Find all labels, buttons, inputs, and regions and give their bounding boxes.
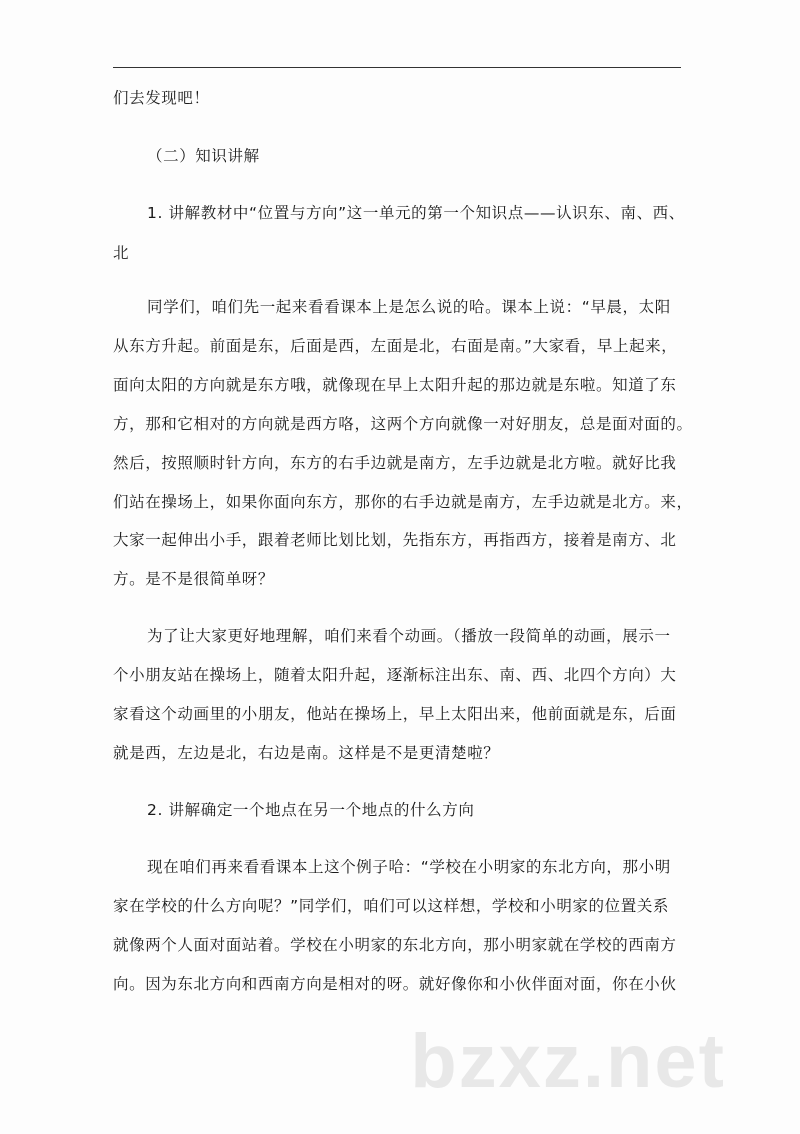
text-line: 就像两个人面对面站着。学校在小明家的东北方向，那小明家就在学校的西南方 (113, 936, 677, 954)
header-rule (113, 67, 681, 68)
text-line: 然后，按照顺时针方向，东方的右手边就是南方，左手边就是北方啦。就好比我 (113, 454, 677, 472)
section-heading: （二）知识讲解 (147, 147, 260, 165)
text-line: 向。因为东北方向和西南方向是相对的呀。就好像你和小伙伴面对面，你在小伙 (113, 975, 677, 993)
text-line: 就是西，左边是北，右边是南。这样是不是更清楚啦？ (113, 744, 500, 762)
text-line: 家在学校的什么方向呢？”同学们，咱们可以这样想，学校和小明家的位置关系 (113, 897, 670, 915)
text-line: 个小朋友站在操场上，随着太阳升起，逐渐标注出东、南、西、北四个方向）大 (113, 666, 677, 684)
text-line: 们去发现吧！ (113, 89, 210, 107)
subsection-heading-cont: 北 (113, 244, 130, 262)
text-line: 们站在操场上，如果你面向东方，那你的右手边就是南方，左手边就是北方。来， (113, 493, 693, 511)
text-line: 家看这个动画里的小朋友，他站在操场上，早上太阳出来，他前面就是东，后面 (113, 705, 677, 723)
subsection-heading: 1. 讲解教材中“位置与方向”这一单元的第一个知识点——认识东、南、西、 (147, 204, 685, 222)
text-line: 现在咱们再来看看课本上这个例子哈：“学校在小明家的东北方向，那小明 (147, 858, 671, 876)
text-line: 从东方升起。前面是东，后面是西，左面是北，右面是南。”大家看，早上起来， (113, 337, 678, 355)
text-line: 方，那和它相对的方向就是西方咯，这两个方向就像一对好朋友，总是面对面的。 (113, 415, 693, 433)
text-line: 方。是不是很简单呀？ (113, 570, 275, 588)
subsection-heading: 2. 讲解确定一个地点在另一个地点的什么方向 (147, 801, 475, 819)
watermark: bzxz.net (410, 1019, 726, 1104)
text-line: 大家一起伸出小手，跟着老师比划比划，先指东方，再指西方，接着是南方、北 (113, 531, 677, 549)
text-line: 面向太阳的方向就是东方哦，就像现在早上太阳升起的那边就是东啦。知道了东 (113, 376, 677, 394)
text-line: 为了让大家更好地理解，咱们来看个动画。（播放一段简单的动画，展示一 (147, 627, 671, 645)
text-line: 同学们，咱们先一起来看看课本上是怎么说的哈。课本上说：“早晨，太阳 (147, 298, 671, 316)
